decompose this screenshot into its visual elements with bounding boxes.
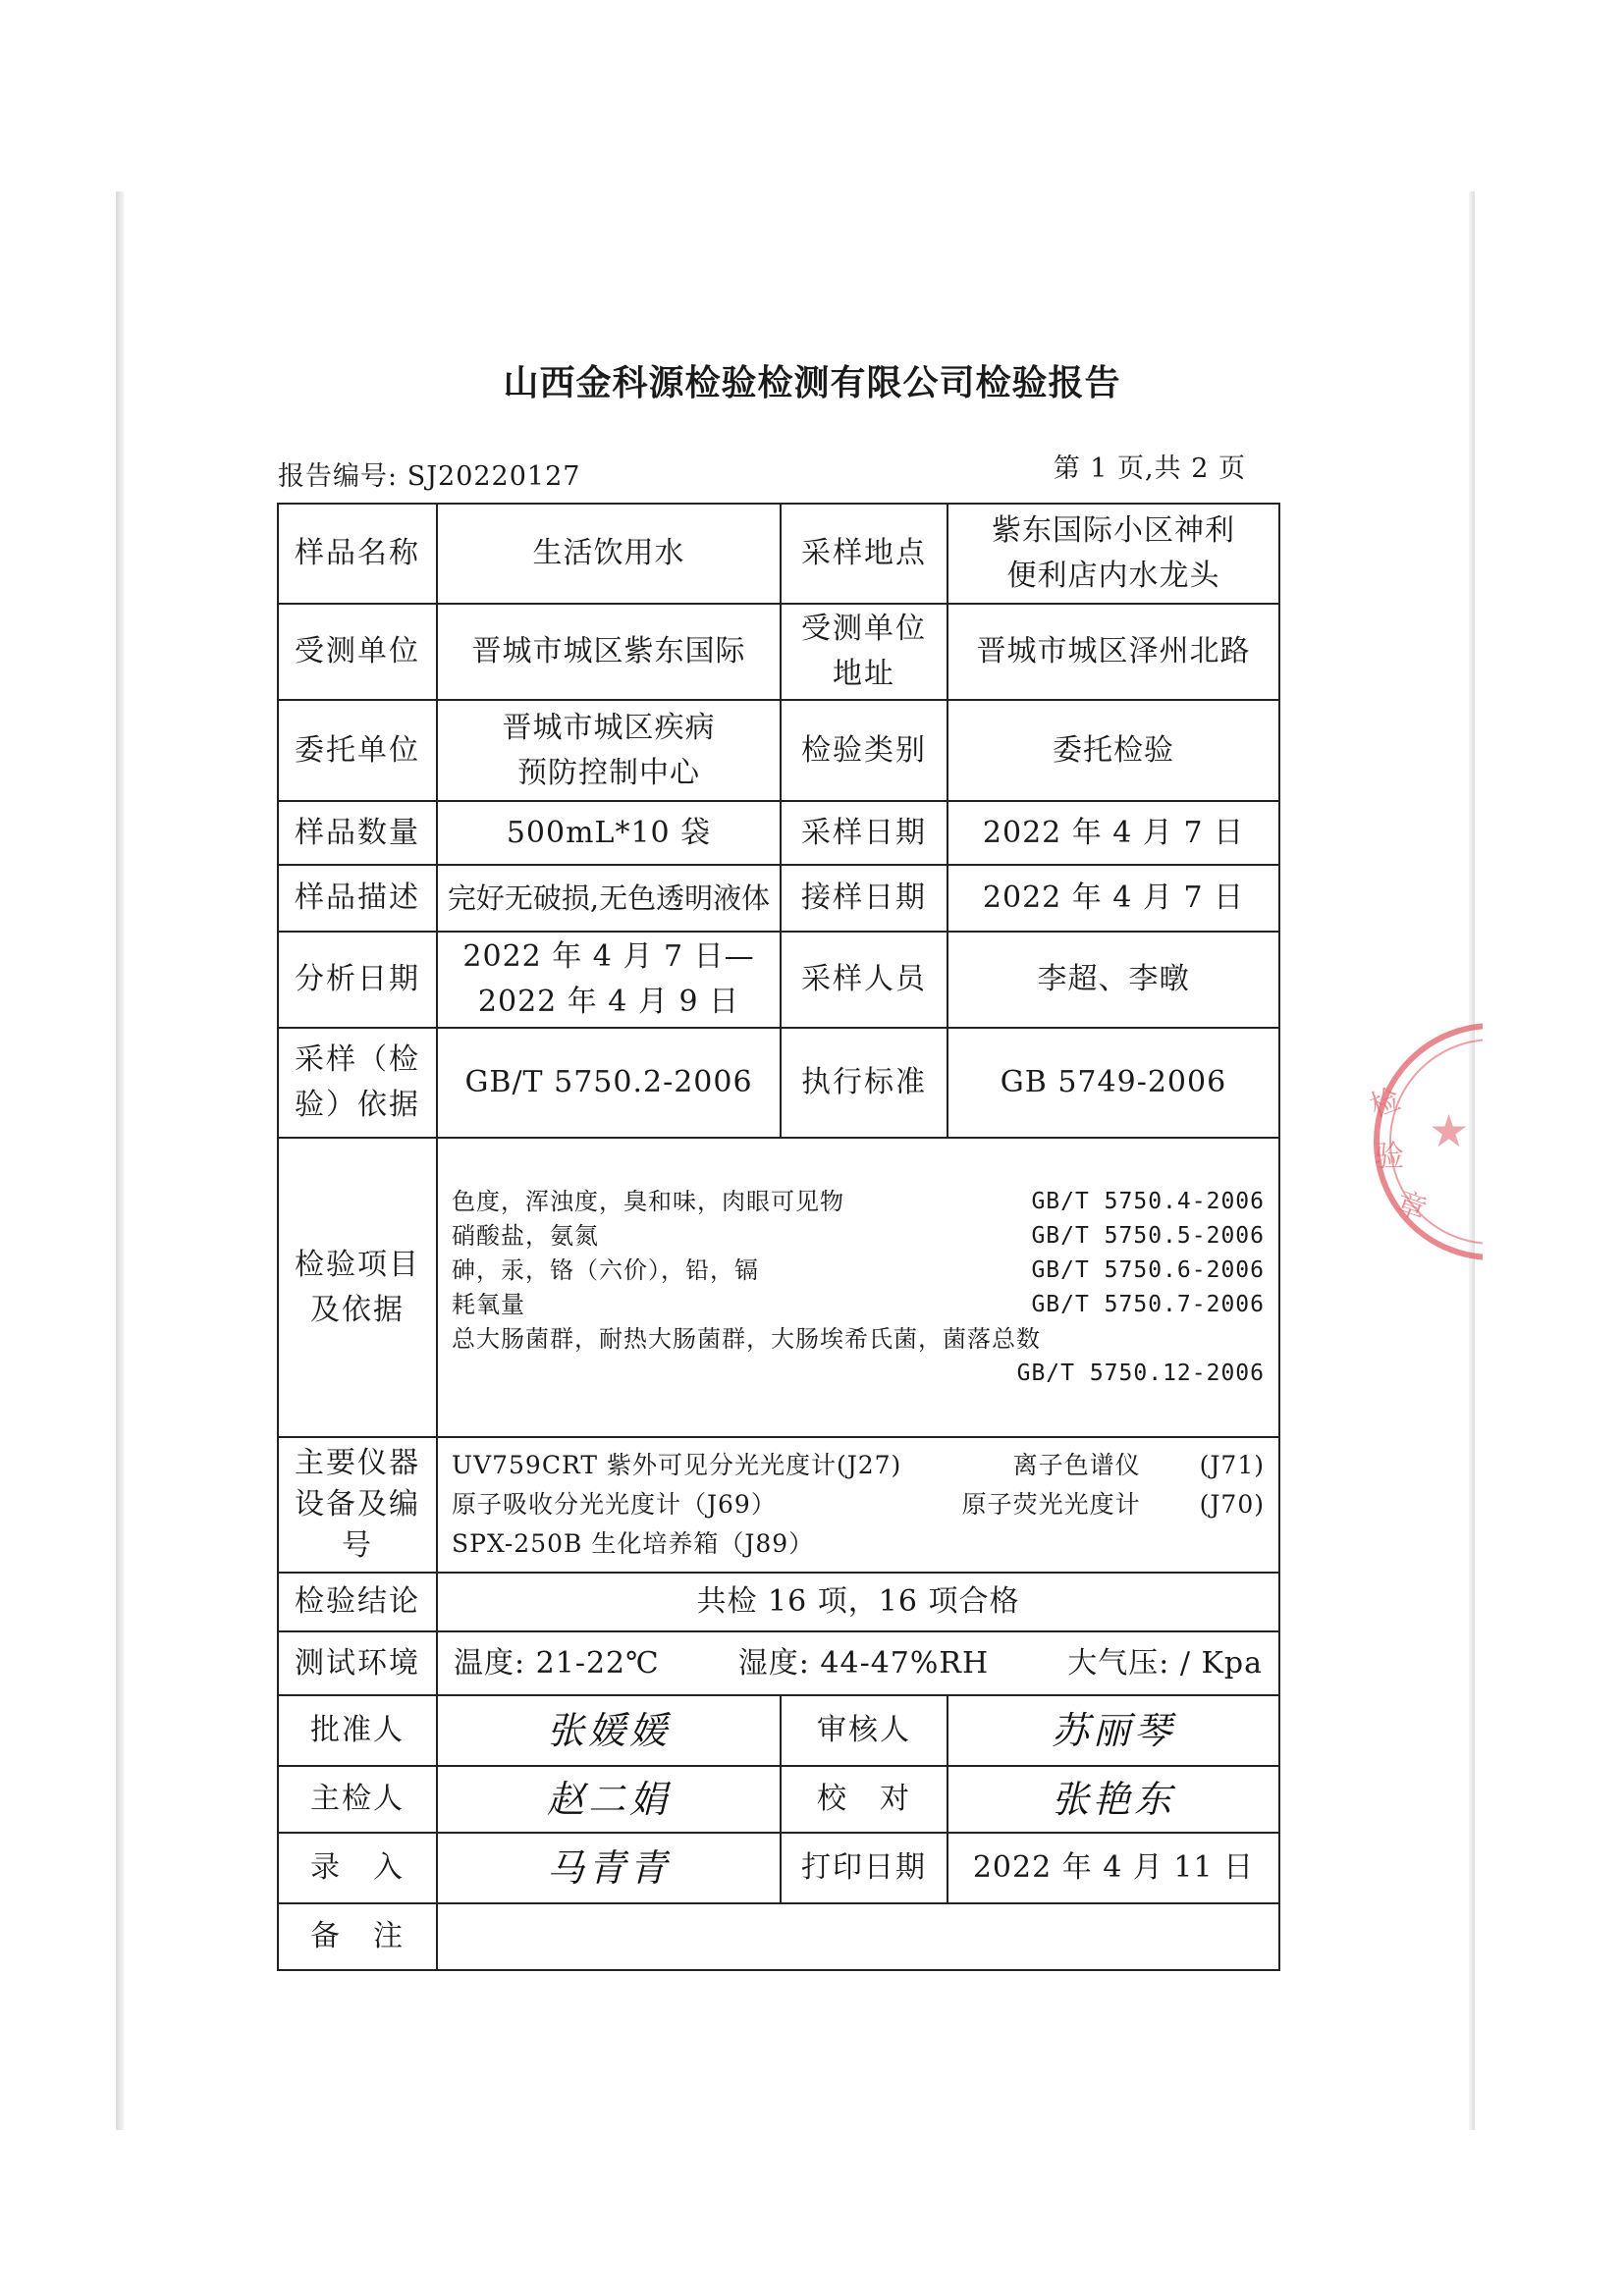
description-value: 完好无破损,无色透明液体: [437, 865, 781, 932]
equipment-label-line3: 号: [342, 1528, 373, 1563]
inspection-item: [452, 1288, 1265, 1322]
equipment-row: [452, 1446, 1265, 1485]
sampler-value: 李超、李暾: [947, 932, 1279, 1028]
analysis-date-label: 分析日期: [278, 932, 437, 1028]
inspector-signature: 赵二娟: [437, 1766, 781, 1833]
inspection-item-std: GB/T 5750.6-2006: [1031, 1256, 1265, 1283]
print-date-label: 打印日期: [781, 1833, 947, 1903]
equipment-left: SPX-250B 生化培养箱（J89）: [452, 1529, 815, 1558]
sampling-date-label: 采样日期: [781, 801, 947, 865]
equipment-code: (J71): [1199, 1451, 1265, 1479]
humidity-value: 湿度: 44-47%RH: [737, 1645, 990, 1681]
equipment-left: 原子吸收分光光度计（J69）: [452, 1490, 777, 1519]
temperature-value: 温度: 21-22℃: [454, 1645, 660, 1681]
reviewer-label: 审核人: [781, 1695, 947, 1766]
tested-address-value: 晋城市城区泽州北路: [947, 604, 1279, 700]
report-number-value: SJ20220127: [406, 461, 581, 492]
items-label: [278, 1138, 437, 1437]
tested-address-label: [781, 604, 947, 700]
sampling-site-label: 采样地点: [781, 504, 947, 604]
report-title: 山西金科源检验检测有限公司检验报告: [503, 363, 1121, 403]
inspection-item-name: 总大肠菌群，耐热大肠菌群，大肠埃希氏菌，菌落总数: [452, 1324, 1041, 1353]
equipment-label-line1: 主要仪器: [295, 1446, 420, 1480]
inspection-item-std: GB/T 5750.4-2006: [1031, 1188, 1265, 1214]
conclusion-value: 共检 16 项，16 项合格: [437, 1573, 1279, 1631]
report-number: [278, 454, 580, 493]
svg-text:检: 检: [1365, 1082, 1405, 1125]
scan-edge-left: [116, 191, 124, 2130]
tested-unit-value: 晋城市城区紫东国际: [437, 604, 781, 700]
sample-name-label: 样品名称: [278, 504, 437, 604]
sampling-site-line1: 紫东国际小区神利: [992, 513, 1235, 548]
sampling-site-line2: 便利店内水龙头: [1006, 559, 1220, 593]
inspection-item-std: GB/T 5750.5-2006: [1031, 1222, 1265, 1249]
environment-label: 测试环境: [278, 1631, 437, 1695]
approver-label: 批准人: [278, 1695, 437, 1766]
remarks-value: [437, 1903, 1279, 1970]
category-value: 委托检验: [947, 700, 1279, 801]
equipment-row: [452, 1485, 1265, 1524]
items-label-line2: 及依据: [310, 1292, 405, 1327]
conclusion-label: 检验结论: [278, 1573, 437, 1631]
analysis-date-line1: 2022 年 4 月 7 日—: [462, 939, 755, 974]
analysis-date-value: [437, 932, 781, 1028]
description-label: 样品描述: [278, 865, 437, 932]
svg-text:★: ★: [1429, 1104, 1470, 1157]
equipment-mid: 离子色谱仪: [1012, 1451, 1141, 1479]
reviewer-signature: 苏丽琴: [947, 1695, 1279, 1766]
equipment-label-line2: 设备及编: [295, 1487, 420, 1522]
entry-signature: 马青青: [437, 1833, 781, 1903]
sampling-site-value: [947, 504, 1279, 604]
sampler-label: 采样人员: [781, 932, 947, 1028]
inspection-item-name: 硝酸盐，氨氮: [452, 1221, 599, 1250]
proofreader-label: 校 对: [781, 1766, 947, 1833]
client-line1: 晋城市城区疾病: [502, 710, 716, 745]
svg-text:验: 验: [1375, 1140, 1404, 1174]
receipt-date-label: 接样日期: [781, 865, 947, 932]
basis-label-line2: 验）依据: [295, 1088, 420, 1122]
analysis-date-line2: 2022 年 4 月 9 日: [477, 985, 740, 1019]
tested-address-label-line1: 受测单位: [801, 612, 927, 646]
equipment-row: [452, 1524, 1265, 1564]
exec-std-value: GB 5749-2006: [947, 1028, 1279, 1138]
inspection-item-name: 砷，汞，铬（六价），铅，镉: [452, 1255, 759, 1284]
sampling-date-value: 2022 年 4 月 7 日: [947, 801, 1279, 865]
pressure-value: 大气压: / Kpa: [1067, 1645, 1263, 1681]
equipment-label: [278, 1437, 437, 1573]
remarks-label: 备 注: [278, 1903, 437, 1970]
equipment-left: UV759CRT 紫外可见分光光度计(J27): [452, 1451, 902, 1479]
inspection-items: [437, 1138, 1279, 1437]
inspection-item-name: 耗氧量: [452, 1290, 525, 1318]
sample-name-value: 生活饮用水: [437, 504, 781, 604]
tested-address-label-line2: 地址: [833, 657, 895, 691]
exec-std-label: 执行标准: [781, 1028, 947, 1138]
entry-label: 录 入: [278, 1833, 437, 1903]
print-date-value: 2022 年 4 月 11 日: [947, 1833, 1279, 1903]
quantity-label: 样品数量: [278, 801, 437, 865]
receipt-date-value: 2022 年 4 月 7 日: [947, 865, 1279, 932]
inspector-label: 主检人: [278, 1766, 437, 1833]
equipment-code: (J70): [1199, 1490, 1265, 1519]
inspection-item: [452, 1322, 1265, 1357]
inspection-item-std: GB/T 5750.12-2006: [1016, 1360, 1265, 1386]
client-value: [437, 700, 781, 801]
svg-text:章: 章: [1391, 1185, 1432, 1228]
report-table: [277, 503, 1280, 1971]
basis-value: GB/T 5750.2-2006: [437, 1028, 781, 1138]
inspection-item-std: GB/T 5750.7-2006: [1031, 1291, 1265, 1317]
environment-values: [437, 1631, 1279, 1695]
equipment-mid: 原子荧光光度计: [961, 1490, 1141, 1519]
inspection-item: [452, 1219, 1265, 1254]
inspection-item-name: 色度，浑浊度，臭和味，肉眼可见物: [452, 1187, 844, 1215]
client-label: 委托单位: [278, 700, 437, 801]
basis-label: [278, 1028, 437, 1138]
inspection-item: [452, 1185, 1265, 1219]
items-label-line1: 检验项目: [295, 1247, 420, 1282]
tested-unit-label: 受测单位: [278, 604, 437, 700]
stamp-seal-icon: [1335, 1009, 1483, 1274]
report-number-label: 报告编号:: [278, 461, 399, 492]
inspection-item: [452, 1254, 1265, 1288]
quantity-value: 500mL*10 袋: [437, 801, 781, 865]
proofreader-signature: 张艳东: [947, 1766, 1279, 1833]
page-info: 第 1 页,共 2 页: [1053, 454, 1246, 484]
equipment-list: [437, 1437, 1279, 1573]
basis-label-line1: 采样（检: [295, 1042, 420, 1077]
approver-signature: 张媛媛: [437, 1695, 781, 1766]
client-line2: 预防控制中心: [517, 755, 700, 790]
official-stamp: [1335, 1009, 1483, 1274]
inspection-item: [452, 1357, 1265, 1391]
category-label: 检验类别: [781, 700, 947, 801]
